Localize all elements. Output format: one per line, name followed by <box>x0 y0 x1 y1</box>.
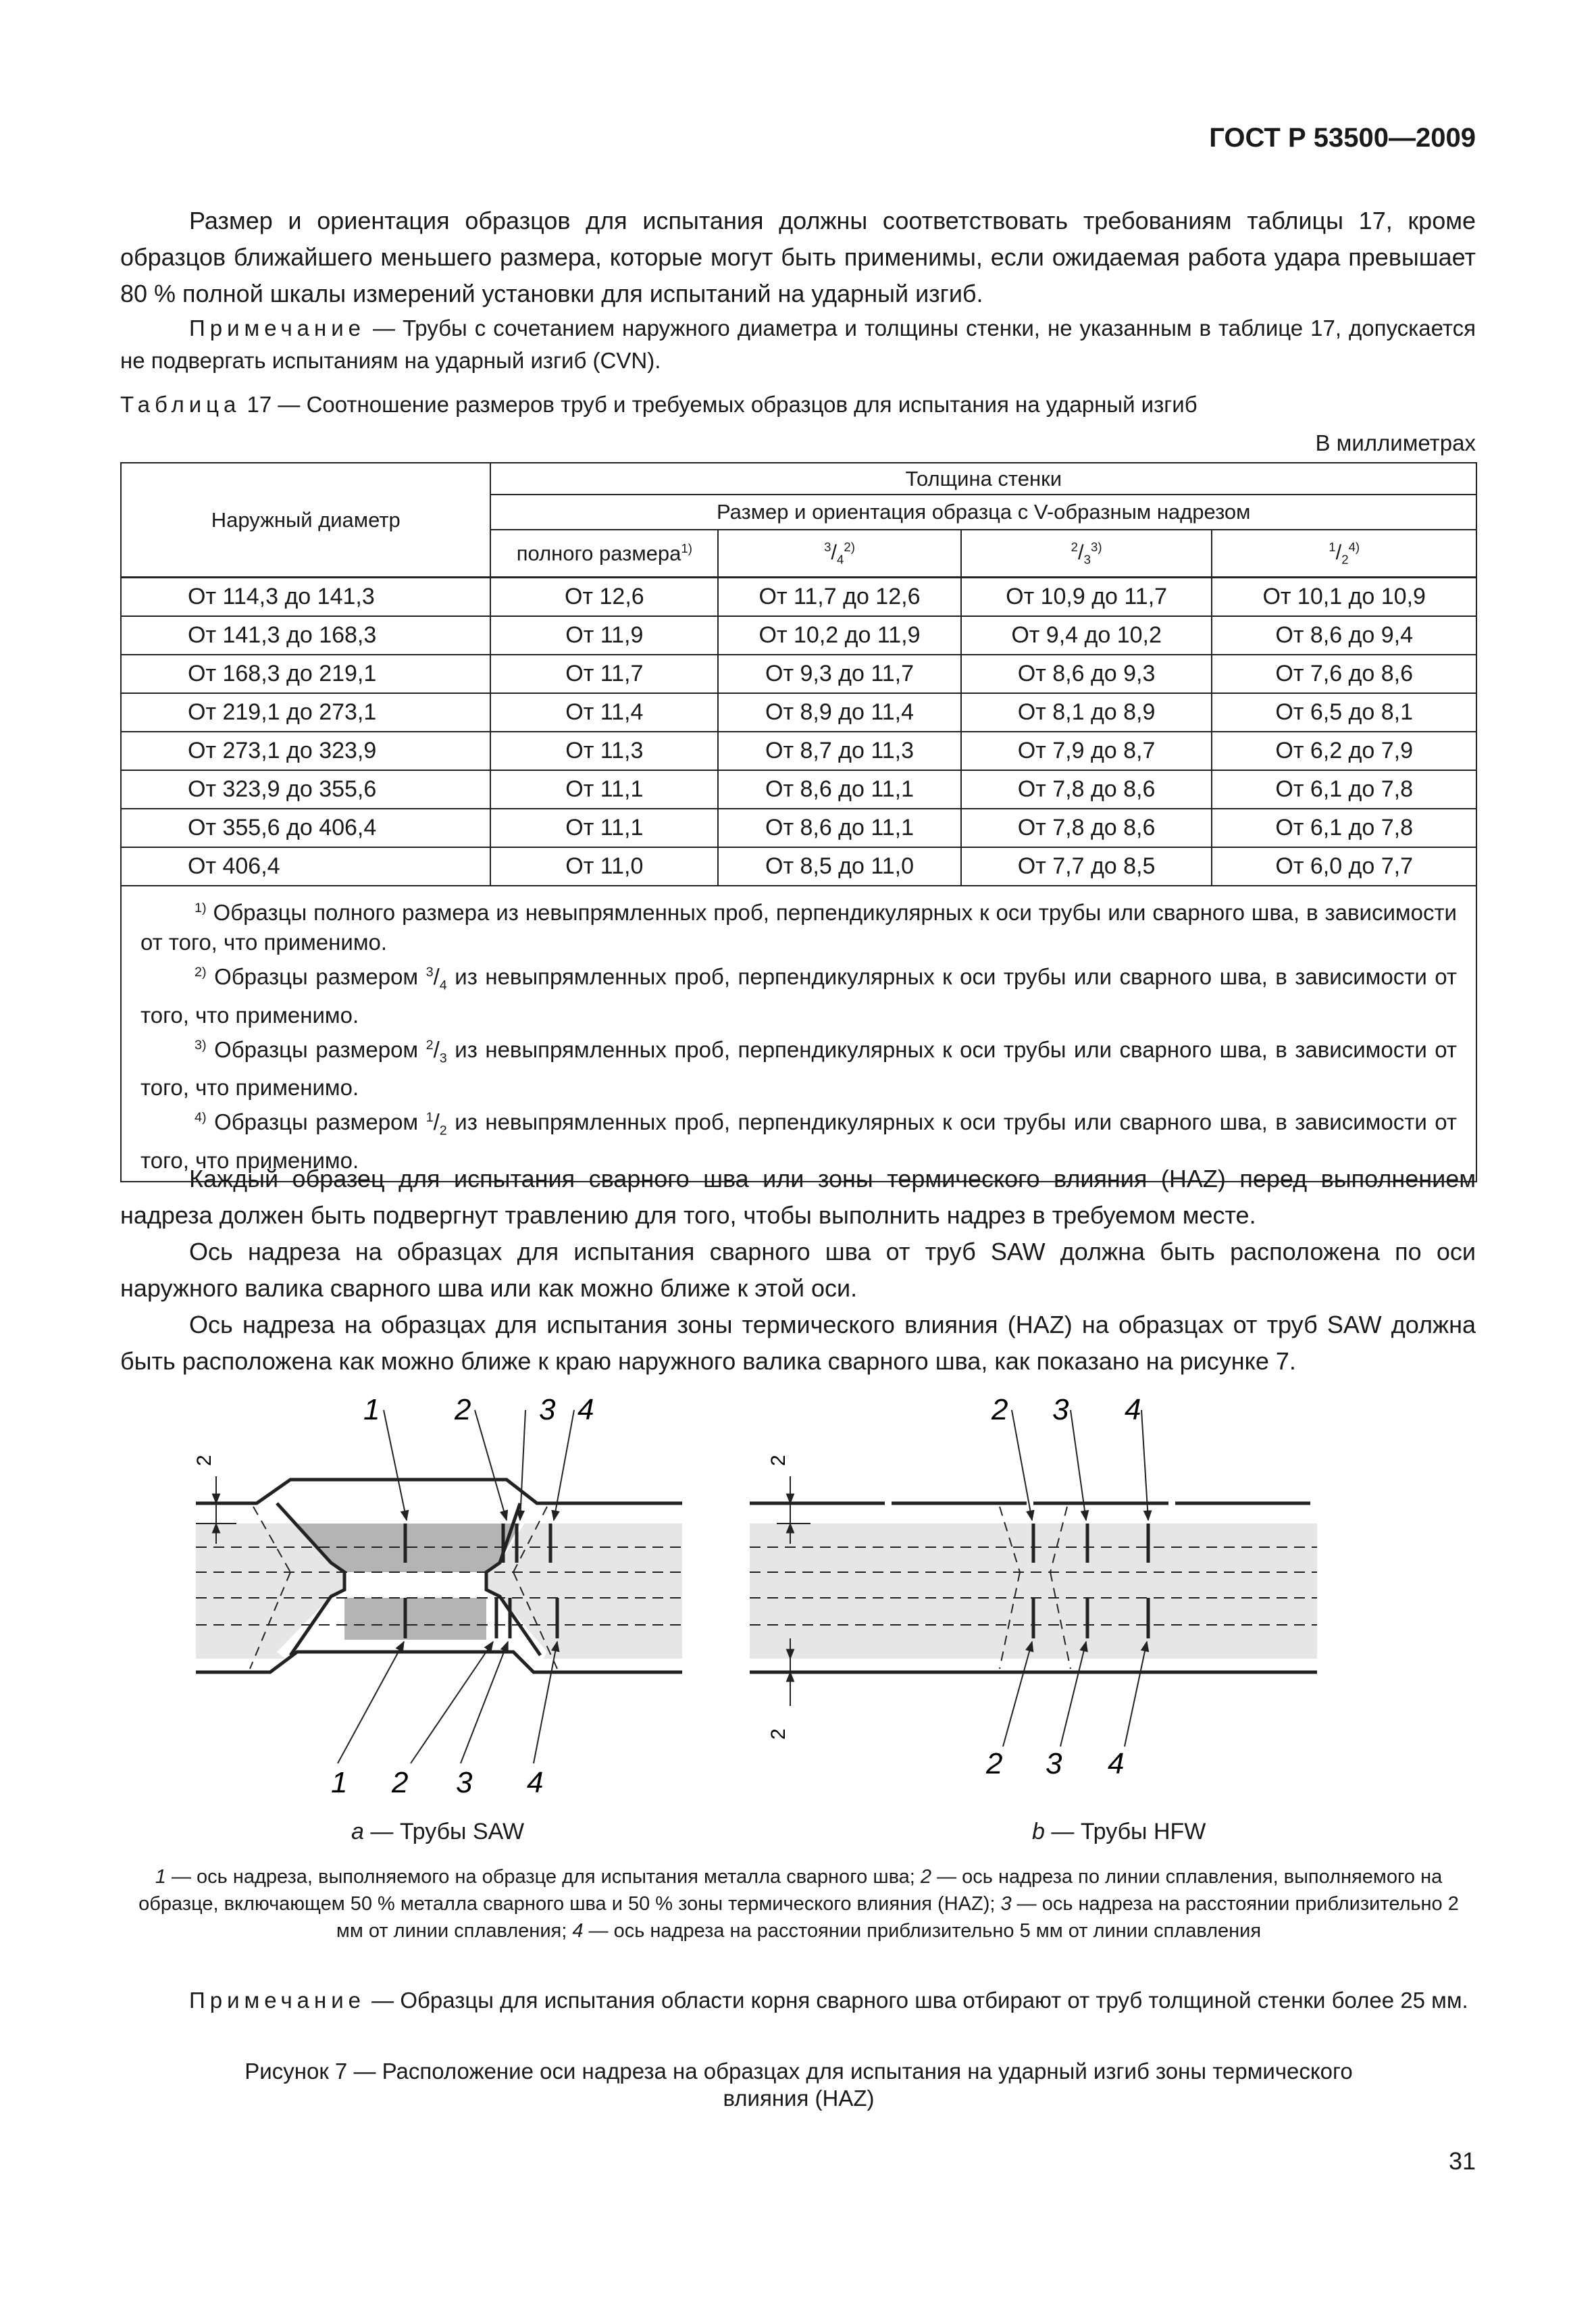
footnote-1: $^{1)}$ Образцы полного размера из невыпрямленных проб, перпендикулярных к оси трубы или сварного шва, в зависимости от того, что применимо. <box>140 900 1457 955</box>
body-paragraph-3: Ось надреза на образцах для испытания зоны термического влияния (HAZ) на образцах от труб SAW должна быть расположена как можно ближе к краю наружного валика сварного шва, как показано на рисунке 7. <box>120 1311 1476 1375</box>
header-sample-size: Размер и ориентация образца с V-образным надрезом <box>490 495 1476 530</box>
table-cell: От 8,6 до 11,1 <box>718 809 961 847</box>
subcaption-saw: a — Трубы SAW <box>351 1819 525 1844</box>
dim-label: 2 <box>193 1455 215 1466</box>
table-cell: От 8,7 до 11,3 <box>718 732 961 770</box>
table-cell: От 8,5 до 11,0 <box>718 847 961 886</box>
saw-top-label: 2 <box>455 1393 471 1426</box>
intro-note <box>120 312 1476 377</box>
body-text <box>120 1161 1476 1380</box>
table-cell: От 7,8 до 8,6 <box>961 770 1212 809</box>
table-cell: От 8,1 до 8,9 <box>961 693 1212 732</box>
hfw-bottom-label: 3 <box>1046 1747 1062 1780</box>
saw-top-label: 1 <box>363 1393 380 1426</box>
table-row <box>121 847 1476 886</box>
table-cell: От 323,9 до 355,6 <box>121 770 490 809</box>
saw-bottom-label: 1 <box>331 1766 348 1799</box>
table-row <box>121 693 1476 732</box>
header-two-thirds: $^2/_3^{3)}$ <box>961 530 1212 578</box>
table-cell: От 7,8 до 8,6 <box>961 809 1212 847</box>
body-paragraph-2: Ось надреза на образцах для испытания сварного шва от труб SAW должна быть расположена по оси наружного валика сварного шва или как можно ближе к этой оси. <box>120 1238 1476 1302</box>
table-cell: От 355,6 до 406,4 <box>121 809 490 847</box>
table-footnotes-row <box>121 886 1476 1182</box>
table-row <box>121 809 1476 847</box>
table-row <box>121 578 1476 617</box>
table-cell: От 8,6 до 9,3 <box>961 655 1212 693</box>
table-cell: От 8,6 до 11,1 <box>718 770 961 809</box>
dim-label: 2 <box>767 1455 790 1466</box>
header-wall-thickness: Толщина стенки <box>490 463 1476 495</box>
table-cell: От 11,1 <box>490 770 718 809</box>
table-cell: От 11,1 <box>490 809 718 847</box>
header-outer-diameter: Наружный диаметр <box>121 463 490 578</box>
impact-test-table <box>120 462 1477 1182</box>
table-caption-text: 17 — Соотношение размеров труб и требуемых образцов для испытания на ударный изгиб <box>240 392 1198 417</box>
hfw-top-label: 2 <box>992 1393 1008 1426</box>
footnote-2: $^{2)}$ Образцы размером $^3/_4$ из невыпрямленных проб, перпендикулярных к оси трубы или сварного шва, в зависимости от того, что применимо. <box>140 964 1457 1028</box>
saw-top-label: 4 <box>577 1393 594 1426</box>
table-footnotes <box>121 886 1476 1182</box>
intro-paragraph <box>120 203 1476 312</box>
figure-title: Рисунок 7 — Расположение оси надреза на образцах для испытания на ударный изгиб зоны термического влияния (HAZ) <box>244 2059 1353 2111</box>
table-row <box>121 655 1476 693</box>
table-cell: От 10,9 до 11,7 <box>961 578 1212 617</box>
table-cell: От 406,4 <box>121 847 490 886</box>
note-text: — Трубы с сочетанием наружного диаметра и толщины стенки, не указанным в таблице 17, допускается не подвергать испытаниям на ударный изгиб (CVN). <box>120 316 1476 373</box>
table-cell: От 12,6 <box>490 578 718 617</box>
table-cell: От 9,3 до 11,7 <box>718 655 961 693</box>
table-cell: От 6,1 до 7,8 <box>1212 770 1476 809</box>
note-label: Примечание <box>189 316 366 341</box>
table-cell: От 7,7 до 8,5 <box>961 847 1212 886</box>
table-cell: От 7,6 до 8,6 <box>1212 655 1476 693</box>
hfw-bottom-label: 4 <box>1108 1747 1125 1780</box>
table-row <box>121 616 1476 655</box>
header-three-quarter: $^3/_4^{2)}$ <box>718 530 961 578</box>
hfw-bottom-label: 2 <box>986 1747 1003 1780</box>
saw-diagram <box>193 1393 682 1799</box>
hfw-diagram <box>750 1393 1317 1780</box>
table-cell: От 6,2 до 7,9 <box>1212 732 1476 770</box>
table-label: Таблица <box>120 392 241 417</box>
table-cell: От 168,3 до 219,1 <box>121 655 490 693</box>
table-cell: От 6,5 до 8,1 <box>1212 693 1476 732</box>
body-paragraph-1: Каждый образец для испытания сварного шва или зоны термического влияния (HAZ) перед выполнением надреза должен быть подвергнут травлению для того, чтобы выполнить надрез в требуемом месте. <box>120 1165 1476 1229</box>
footnote-4: $^{4)}$ Образцы размером $^1/_2$ из невыпрямленных проб, перпендикулярных к оси трубы или сварного шва, в зависимости от того, что применимо. <box>140 1109 1457 1173</box>
header-one-half: $^1/_2^{4)}$ <box>1212 530 1476 578</box>
saw-bottom-label: 3 <box>456 1766 473 1799</box>
table-cell: От 11,7 <box>490 655 718 693</box>
page-number: 31 <box>1448 2147 1476 2175</box>
table-cell: От 11,7 до 12,6 <box>718 578 961 617</box>
hfw-top-label: 3 <box>1052 1393 1069 1426</box>
header-full-size: полного размера$^{1)}$ <box>490 530 718 578</box>
dim-label: 2 <box>767 1728 790 1740</box>
table-cell: От 273,1 до 323,9 <box>121 732 490 770</box>
table-cell: От 9,4 до 10,2 <box>961 616 1212 655</box>
table-cell: От 10,1 до 10,9 <box>1212 578 1476 617</box>
table-cell: От 11,4 <box>490 693 718 732</box>
table-cell: От 11,3 <box>490 732 718 770</box>
table-cell: От 6,1 до 7,8 <box>1212 809 1476 847</box>
table-cell: От 6,0 до 7,7 <box>1212 847 1476 886</box>
footnote-3: $^{3)}$ Образцы размером $^2/_3$ из невыпрямленных проб, перпендикулярных к оси трубы или сварного шва, в зависимости от того, что применимо. <box>140 1036 1457 1101</box>
notch-location-figure <box>193 1393 1398 1799</box>
table-row <box>121 770 1476 809</box>
document-header: ГОСТ Р 53500—2009 <box>1209 123 1476 153</box>
figure-legend: 1 — ось надреза, выполняемого на образце для испытания металла сварного шва; 2 — ось надреза по линии сплавления, выполняемого на образце, включающем 50 % металла сварного шва и 50 % зоны термического влияния (HAZ); 3 — ось надреза на расстоянии приблизительно 2 мм от линии сплавления; 4 — ось надреза на расстоянии приблизительно 5 мм от линии сплавления <box>138 1866 1459 1942</box>
table-cell: От 8,9 до 11,4 <box>718 693 961 732</box>
table-cell: От 10,2 до 11,9 <box>718 616 961 655</box>
table-cell: От 114,3 до 141,3 <box>121 578 490 617</box>
table-cell: От 8,6 до 9,4 <box>1212 616 1476 655</box>
table-caption <box>120 392 1198 418</box>
saw-top-label: 3 <box>539 1393 556 1426</box>
subcaption-hfw: b — Трубы HFW <box>1032 1819 1206 1844</box>
table-cell: От 219,1 до 273,1 <box>121 693 490 732</box>
saw-bottom-label: 2 <box>392 1766 409 1799</box>
table-cell: От 141,3 до 168,3 <box>121 616 490 655</box>
table-units: В миллиметрах <box>1315 430 1476 455</box>
table-cell: От 11,0 <box>490 847 718 886</box>
table-cell: От 11,9 <box>490 616 718 655</box>
intro-text: Размер и ориентация образцов для испытания должны соответствовать требованиям таблицы 17, кроме образцов ближайшего меньшего размера, которые могут быть применимы, если ожидаемая работа удара превышает 80 % полной шкалы измерений установки для испытаний на ударный изгиб. <box>120 207 1476 307</box>
hfw-top-label: 4 <box>1125 1393 1141 1426</box>
figure-note: Примечание — Образцы для испытания области корня сварного шва отбирают от труб толщиной стенки более 25 мм. <box>189 1988 1468 2013</box>
table-cell: От 7,9 до 8,7 <box>961 732 1212 770</box>
table-row <box>121 732 1476 770</box>
saw-bottom-label: 4 <box>527 1766 544 1799</box>
